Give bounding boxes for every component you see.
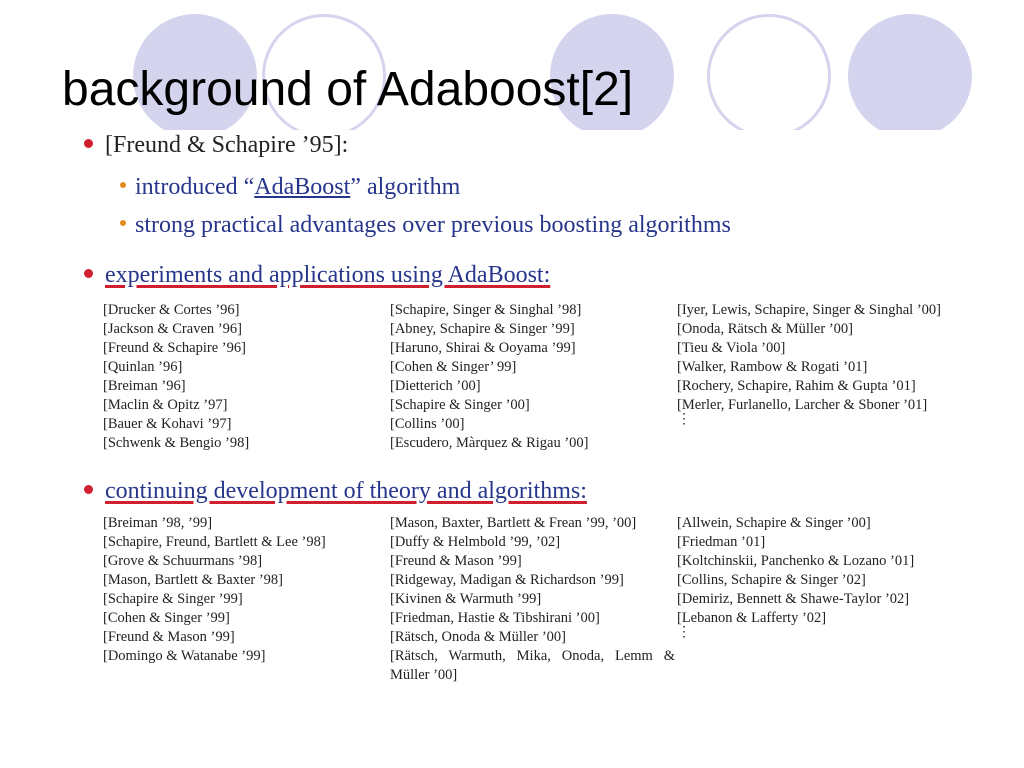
reference: [Haruno, Shirai & Ooyama ’99]	[390, 340, 576, 356]
sub-bullet-advantages	[120, 212, 731, 239]
reference: [Walker, Rambow & Rogati ’01]	[677, 359, 868, 375]
reference: [Dietterich ’00]	[390, 378, 481, 394]
reference: [Rätsch, Warmuth, Mika, Onoda, Lemm & Müller ’00]	[390, 648, 675, 683]
reference: [Merler, Furlanello, Larcher & Sboner ’01]	[677, 397, 928, 413]
sub-bullet-dot-icon	[120, 220, 126, 226]
more-references-icon: ⋮	[677, 625, 691, 640]
reference: [Collins, Schapire & Singer ’02]	[677, 572, 866, 588]
reference: [Drucker & Cortes ’96]	[103, 302, 240, 318]
reference: [Escudero, Màrquez & Rigau ’00]	[390, 435, 589, 451]
experiments-refs-col2	[390, 301, 589, 453]
reference: [Rochery, Schapire, Rahim & Gupta ’01]	[677, 378, 916, 394]
slide-title: background of Adaboost[2]	[62, 63, 634, 116]
reference: [Demiriz, Bennett & Shawe-Taylor ’02]	[677, 591, 910, 607]
reference: [Ridgeway, Madigan & Richardson ’99]	[390, 572, 624, 588]
sub-bullet-text-post: ” algorithm	[350, 174, 461, 200]
sub-bullet-introduced	[120, 174, 460, 201]
reference: [Abney, Schapire & Singer ’99]	[390, 321, 575, 337]
decor-ring	[707, 14, 831, 130]
reference: [Duffy & Helmbold ’99, ’02]	[390, 534, 561, 550]
reference: [Quinlan ’96]	[103, 359, 183, 375]
reference: [Schapire & Singer ’00]	[390, 397, 530, 413]
reference: [Collins ’00]	[390, 416, 465, 432]
bullet-text: [Freund & Schapire ’95]:	[105, 132, 349, 158]
reference: [Freund & Mason ’99]	[103, 629, 235, 645]
bullet-experiments	[84, 262, 550, 289]
reference: [Jackson & Craven ’96]	[103, 321, 242, 337]
reference: [Bauer & Kohavi ’97]	[103, 416, 232, 432]
reference: [Breiman ’98, ’99]	[103, 515, 213, 531]
sub-bullet-dot-icon	[120, 182, 126, 188]
reference: [Friedman ’01]	[677, 534, 766, 550]
reference: [Schwenk & Bengio ’98]	[103, 435, 250, 451]
reference: [Friedman, Hastie & Tibshirani ’00]	[390, 610, 600, 626]
sub-bullet-text: strong practical advantages over previous boosting algorithms	[135, 212, 731, 238]
more-references-icon: ⋮	[677, 412, 691, 427]
theory-link[interactable]: continuing development of theory and algorithms:	[105, 478, 587, 504]
adaboost-link[interactable]: AdaBoost	[254, 174, 351, 200]
bullet-dot-icon	[84, 485, 93, 494]
reference: [Maclin & Opitz ’97]	[103, 397, 228, 413]
sub-bullet-text-pre: introduced “	[135, 174, 255, 200]
reference: [Domingo & Watanabe ’99]	[103, 648, 266, 664]
decor-circle	[848, 14, 972, 130]
reference: [Breiman ’96]	[103, 378, 186, 394]
experiments-refs-col3	[677, 301, 941, 425]
reference: [Rätsch, Onoda & Müller ’00]	[390, 629, 566, 645]
theory-refs-col3	[677, 514, 914, 638]
reference: [Cohen & Singer’ 99]	[390, 359, 517, 375]
bullet-dot-icon	[84, 269, 93, 278]
bullet-dot-icon	[84, 139, 93, 148]
bullet-freund-schapire	[84, 132, 348, 159]
reference: [Kivinen & Warmuth ’99]	[390, 591, 542, 607]
reference: [Cohen & Singer ’99]	[103, 610, 230, 626]
reference: [Mason, Bartlett & Baxter ’98]	[103, 572, 283, 588]
reference: [Tieu & Viola ’00]	[677, 340, 786, 356]
bullet-theory	[84, 478, 587, 505]
reference: [Lebanon & Lafferty ’02]	[677, 610, 827, 626]
experiments-link[interactable]: experiments and applications using AdaBoost:	[105, 262, 551, 288]
reference: [Onoda, Rätsch & Müller ’00]	[677, 321, 853, 337]
reference: [Allwein, Schapire & Singer ’00]	[677, 515, 871, 531]
experiments-refs-col1	[103, 301, 249, 453]
reference: [Schapire, Singer & Singhal ’98]	[390, 302, 582, 318]
reference: [Freund & Schapire ’96]	[103, 340, 246, 356]
reference: [Grove & Schuurmans ’98]	[103, 553, 263, 569]
reference: [Freund & Mason ’99]	[390, 553, 522, 569]
theory-refs-col2	[390, 514, 675, 685]
reference: [Schapire & Singer ’99]	[103, 591, 243, 607]
reference: [Mason, Baxter, Bartlett & Frean ’99, ’00]	[390, 515, 637, 531]
reference: [Schapire, Freund, Bartlett & Lee ’98]	[103, 534, 326, 550]
reference: [Iyer, Lewis, Schapire, Singer & Singhal ’00]	[677, 302, 941, 318]
theory-refs-col1	[103, 514, 326, 666]
reference: [Koltchinskii, Panchenko & Lozano ’01]	[677, 553, 915, 569]
